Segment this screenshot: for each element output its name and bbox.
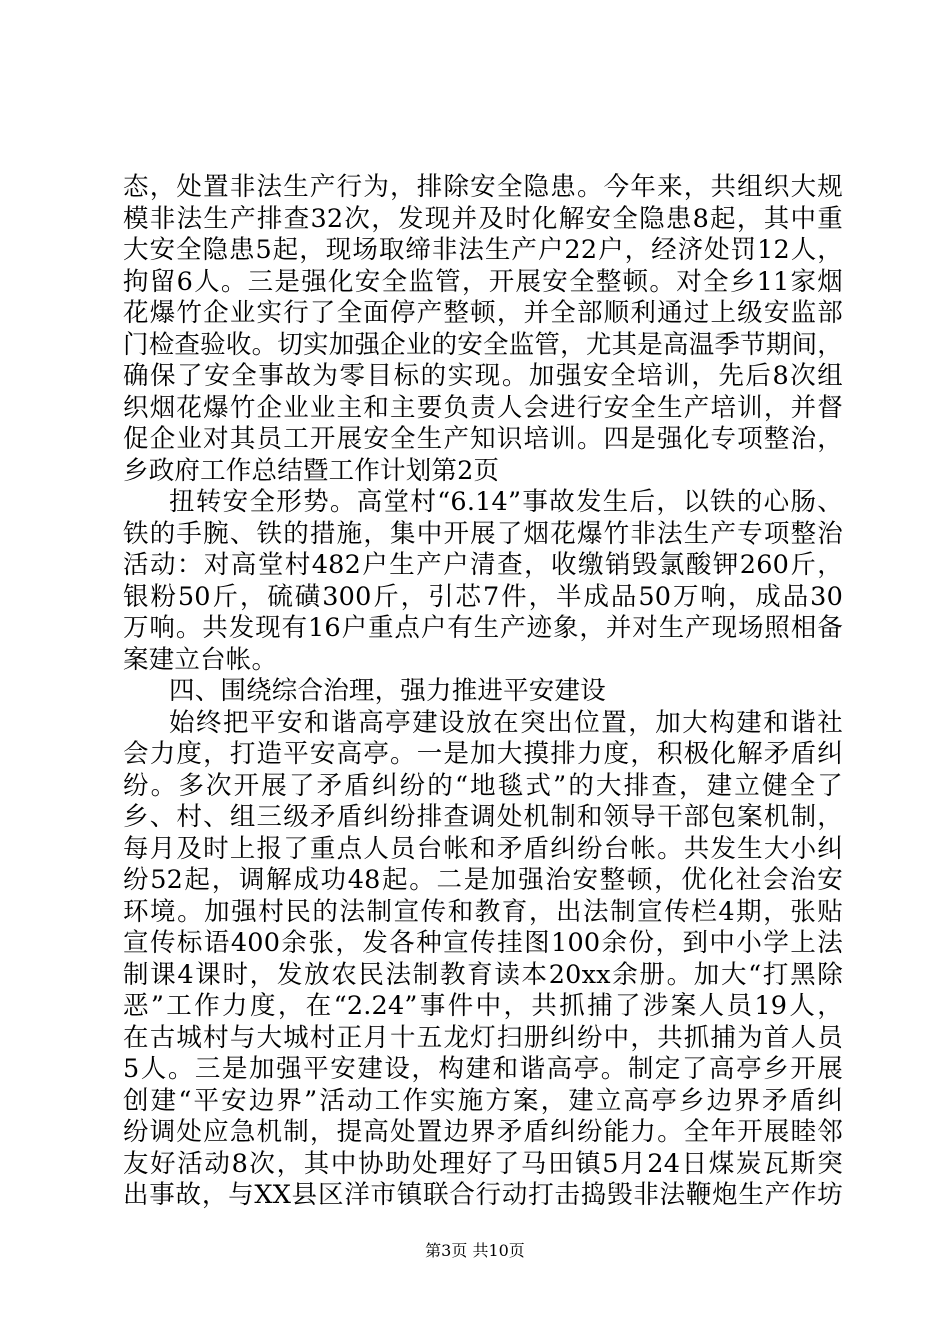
text-line: 织烟花爆竹企业业主和主要负责人会进行安全生产培训，并督 — [123, 392, 843, 423]
text-line: 纷。多次开展了矛盾纠纷的“地毯式”的大排查，建立健全了 — [123, 770, 843, 801]
text-line: 铁的手腕、铁的措施，集中开展了烟花爆竹非法生产专项整治 — [123, 518, 843, 549]
text-line: 活动：对高堂村482户生产户清查，收缴销毁氯酸钾260斤， — [123, 550, 843, 580]
text-line: 乡、村、组三级矛盾纠纷排查调处机制和领导干部包案机制， — [123, 802, 843, 832]
text-line: 环境。加强村民的法制宣传和教育，出法制宣传栏4期，张贴 — [123, 896, 843, 927]
text-line: 宣传标语400余张，发各种宣传挂图100余份，到中小学上法 — [123, 928, 843, 958]
text-line: 确保了安全事故为零目标的实现。加强安全培训，先后8次组 — [123, 361, 843, 391]
text-line: 拘留6人。三是强化安全监管，开展安全整顿。对全乡11家烟 — [123, 266, 843, 297]
text-line: 纷调处应急机制，提高处置边界矛盾纠纷能力。全年开展睦邻 — [123, 1117, 843, 1147]
text-line: 万响。共发现有16户重点户有生产迹象，并对生产现场照相备 — [123, 613, 843, 643]
text-line: 大安全隐患5起，现场取缔非法生产户22户，经济处罚12人， — [123, 235, 843, 265]
text-line: 门检查验收。切实加强企业的安全监管，尤其是高温季节期间， — [123, 329, 843, 360]
text-line: 会力度，打造平安高亭。一是加大摸排力度，积极化解矛盾纠 — [123, 739, 843, 769]
text-line: 在古城村与大城村正月十五龙灯扫册纠纷中，共抓捕为首人员 — [123, 1022, 843, 1053]
text-line: 态，处置非法生产行为，排除安全隐患。今年来，共组织大规 — [123, 172, 843, 202]
text-line: 模非法生产排查32次，发现并及时化解安全隐患8起，其中重 — [123, 203, 843, 234]
text-line: 花爆竹企业实行了全面停产整顿，并全部顺利通过上级安监部 — [123, 298, 843, 328]
text-line: 银粉50斤，硫磺300斤，引芯7件，半成品50万响，成品30 — [123, 581, 843, 612]
text-line: 出事故，与XX县区洋市镇联合行动打击捣毁非法鞭炮生产作坊 — [123, 1180, 843, 1210]
page-number-footer: 第3页 共10页 — [425, 1241, 525, 1260]
text-line: 恶”工作力度，在“2.24”事件中，共抓捕了涉案人员19人， — [123, 991, 843, 1021]
text-line: 扭转安全形势。高堂村“6.14”事故发生后，以铁的心肠、 — [169, 487, 843, 517]
text-line: 乡政府工作总结暨工作计划第2页 — [123, 455, 500, 486]
text-line: 案建立台帐。 — [123, 644, 278, 675]
text-line: 每月及时上报了重点人员台帐和矛盾纠纷台帐。共发生大小纠 — [123, 833, 843, 864]
text-line: 创建“平安边界”活动工作实施方案，建立高亭乡边界矛盾纠 — [123, 1085, 843, 1116]
text-line: 始终把平安和谐高亭建设放在突出位置，加大构建和谐社 — [169, 707, 843, 738]
text-line: 纷52起，调解成功48起。二是加强治安整顿，优化社会治安 — [123, 865, 843, 895]
text-line: 5人。三是加强平安建设，构建和谐高亭。制定了高亭乡开展 — [123, 1054, 843, 1084]
text-line: 制课4课时，发放农民法制教育读本20xx余册。加大“打黑除 — [123, 959, 843, 990]
document-body — [123, 172, 843, 1212]
text-line: 四、围绕综合治理，强力推进平安建设 — [169, 676, 606, 706]
text-line: 促企业对其员工开展安全生产知识培训。四是强化专项整治， — [123, 424, 843, 454]
text-line: 友好活动8次，其中协助处理好了马田镇5月24日煤炭瓦斯突 — [123, 1148, 843, 1179]
